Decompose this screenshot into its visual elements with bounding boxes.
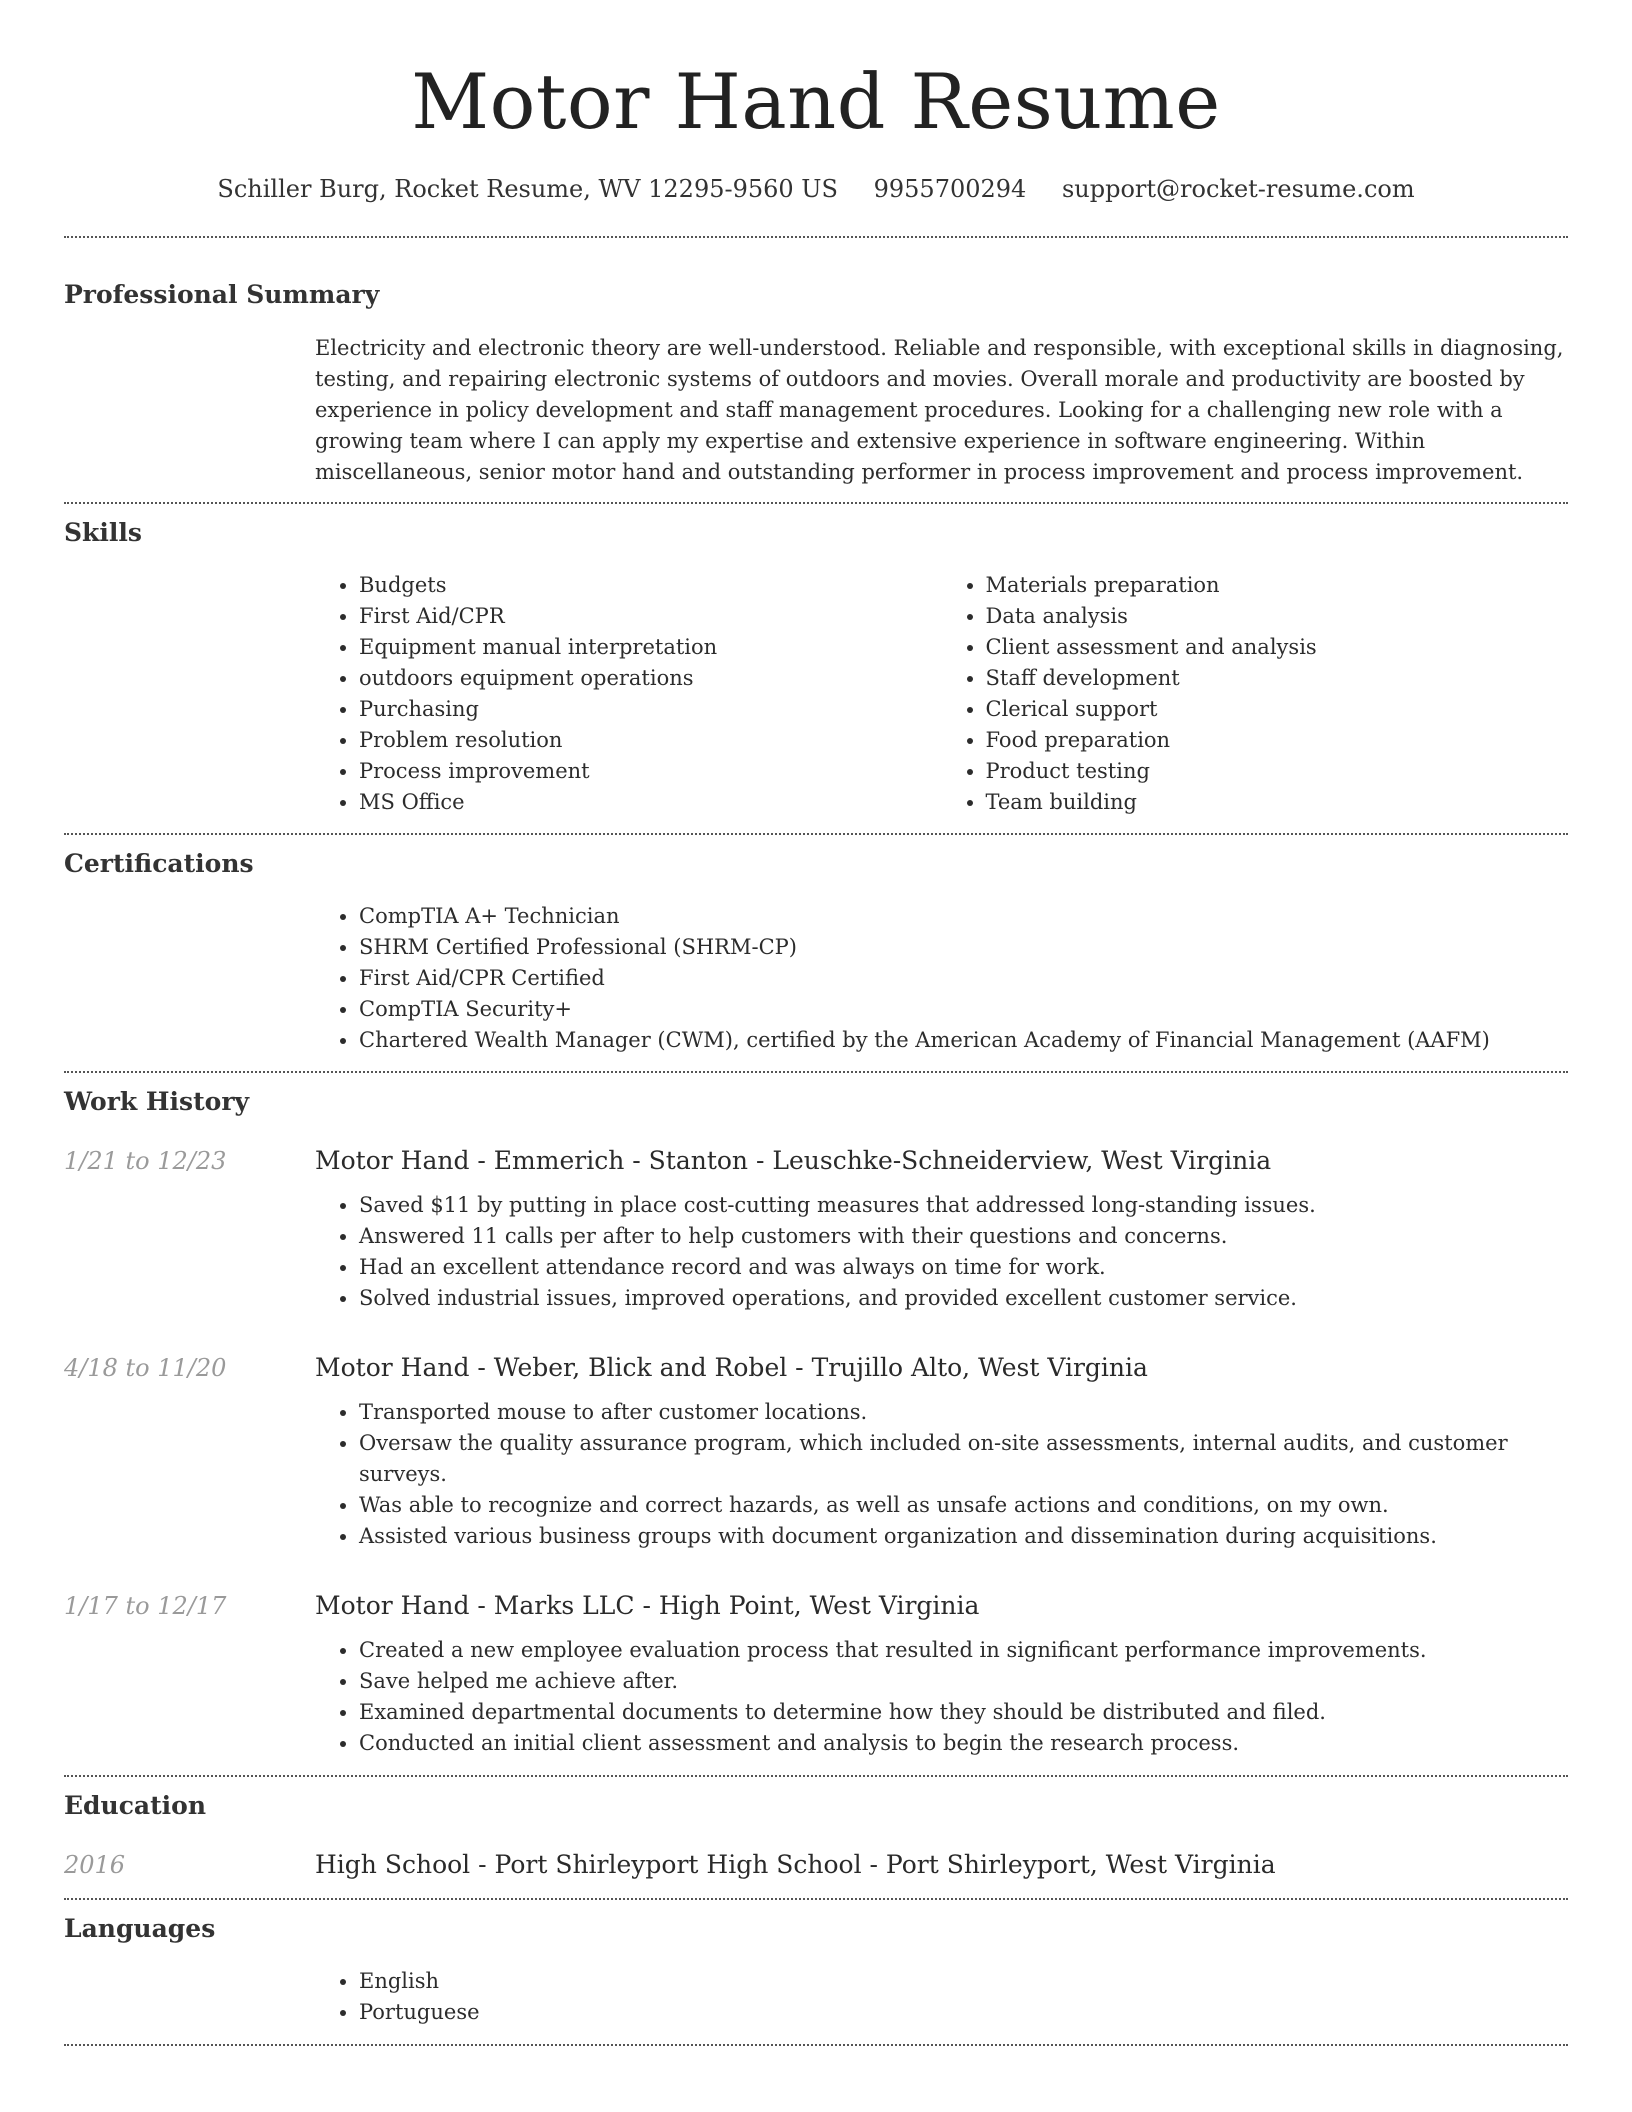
summary-section [64, 278, 1568, 502]
languages-list [315, 1966, 1568, 2028]
skill-item: • Data analysis [986, 601, 1569, 632]
contact-address: Schiller Burg, Rocket Resume, WV 12295-9560 US [217, 175, 838, 203]
education-section [64, 1789, 1568, 1898]
section-heading-languages: Languages [64, 1914, 216, 1943]
certification-item: • First Aid/CPR Certified [359, 963, 1568, 994]
skill-item: • Problem resolution [359, 725, 942, 756]
job-bullet: • Was able to recognize and correct hazards, as well as unsafe actions and conditions, on my own. [359, 1490, 1568, 1521]
skills-list-left [315, 570, 942, 818]
certification-item: • CompTIA A+ Technician [359, 901, 1568, 932]
job-dates: 4/18 to 11/20 [64, 1354, 227, 1382]
section-divider [64, 1775, 1568, 1777]
section-heading-certifications: Certifications [64, 849, 254, 878]
section-divider [64, 833, 1568, 835]
job-entry [64, 1144, 1568, 1314]
skills-section [64, 516, 1568, 833]
job-title: Motor Hand - Weber, Blick and Robel - Trujillo Alto, West Virginia [315, 1353, 1148, 1382]
job-bullets [315, 1397, 1568, 1552]
contact-email: support@rocket-resume.com [1061, 175, 1415, 203]
skill-item: • Equipment manual interpretation [359, 632, 942, 663]
section-heading-skills: Skills [64, 518, 142, 547]
section-divider [64, 236, 1568, 238]
skill-item: • First Aid/CPR [359, 601, 942, 632]
certification-item: • Chartered Wealth Manager (CWM), certified by the American Academy of Financial Management (AAFM) [359, 1025, 1568, 1056]
job-bullet: • Examined departmental documents to determine how they should be distributed and filed. [359, 1697, 1568, 1728]
section-heading-work-history: Work History [64, 1087, 250, 1116]
skill-item: • Budgets [359, 570, 942, 601]
job-bullet: • Conducted an initial client assessment and analysis to begin the research process. [359, 1728, 1568, 1759]
skill-item: • outdoors equipment operations [359, 663, 942, 694]
work-history-section [64, 1085, 1568, 1775]
skill-item: • Product testing [986, 756, 1569, 787]
job-title: Motor Hand - Marks LLC - High Point, West Virginia [315, 1591, 980, 1620]
certification-item: • SHRM Certified Professional (SHRM-CP) [359, 932, 1568, 963]
contact-phone: 9955700294 [873, 175, 1027, 203]
job-bullet: • Assisted various business groups with document organization and dissemination during acquisitions. [359, 1521, 1568, 1552]
section-divider [64, 2044, 1568, 2046]
skill-item: • Client assessment and analysis [986, 632, 1569, 663]
job-bullet: • Created a new employee evaluation process that resulted in significant performance improvements. [359, 1635, 1568, 1666]
job-bullet: • Solved industrial issues, improved operations, and provided excellent customer service. [359, 1283, 1568, 1314]
language-item: • Portuguese [359, 1997, 1568, 2028]
job-dates: 1/17 to 12/17 [64, 1592, 227, 1620]
section-divider [64, 1071, 1568, 1073]
job-entry [64, 1589, 1568, 1775]
section-heading-summary: Professional Summary [64, 280, 380, 309]
languages-section [64, 1912, 1568, 2044]
job-bullets [315, 1190, 1568, 1314]
skills-list-right [942, 570, 1569, 818]
summary-text: Electricity and electronic theory are well-understood. Reliable and responsible, with exceptional skills in diagnosing, testing, and repairing electronic systems of outdoors and movies. Overall morale and productivity are boosted by experience in policy development and staff management procedures. Looking for a challenging new role with a growing team where I can apply my expertise and extensive experience in software engineering. Within miscellaneous, senior motor hand and outstanding performer in process improvement and process improvement. [315, 336, 1564, 484]
education-title: High School - Port Shirleyport High School - Port Shirleyport, West Virginia [315, 1850, 1276, 1879]
job-bullet: • Saved $11 by putting in place cost-cutting measures that addressed long-standing issues. [359, 1190, 1568, 1221]
skill-item: • Team building [986, 787, 1569, 818]
language-item: • English [359, 1966, 1568, 1997]
skill-item: • Clerical support [986, 694, 1569, 725]
resume-title: Motor Hand Resume [411, 57, 1221, 146]
education-entry [64, 1848, 1568, 1898]
section-divider [64, 1898, 1568, 1900]
job-dates: 1/21 to 12/23 [64, 1147, 227, 1175]
certification-item: • CompTIA Security+ [359, 994, 1568, 1025]
skill-item: • Process improvement [359, 756, 942, 787]
job-bullets [315, 1635, 1568, 1759]
certifications-list [315, 901, 1568, 1056]
education-year: 2016 [64, 1851, 126, 1879]
job-title: Motor Hand - Emmerich - Stanton - Leuschke-Schneiderview, West Virginia [315, 1146, 1272, 1175]
section-divider [64, 502, 1568, 504]
job-bullet: • Transported mouse to after customer locations. [359, 1397, 1568, 1428]
job-bullet: • Answered 11 calls per after to help customers with their questions and concerns. [359, 1221, 1568, 1252]
skill-item: • MS Office [359, 787, 942, 818]
skill-item: • Staff development [986, 663, 1569, 694]
section-heading-education: Education [64, 1791, 207, 1820]
job-bullet: • Had an excellent attendance record and was always on time for work. [359, 1252, 1568, 1283]
job-bullet: • Save helped me achieve after. [359, 1666, 1568, 1697]
job-bullet: • Oversaw the quality assurance program, which included on-site assessments, internal audits, and customer surveys. [359, 1428, 1568, 1490]
skill-item: • Food preparation [986, 725, 1569, 756]
skill-item: • Materials preparation [986, 570, 1569, 601]
skill-item: • Purchasing [359, 694, 942, 725]
contact-line [64, 172, 1568, 206]
certifications-section [64, 847, 1568, 1071]
job-entry [64, 1351, 1568, 1552]
